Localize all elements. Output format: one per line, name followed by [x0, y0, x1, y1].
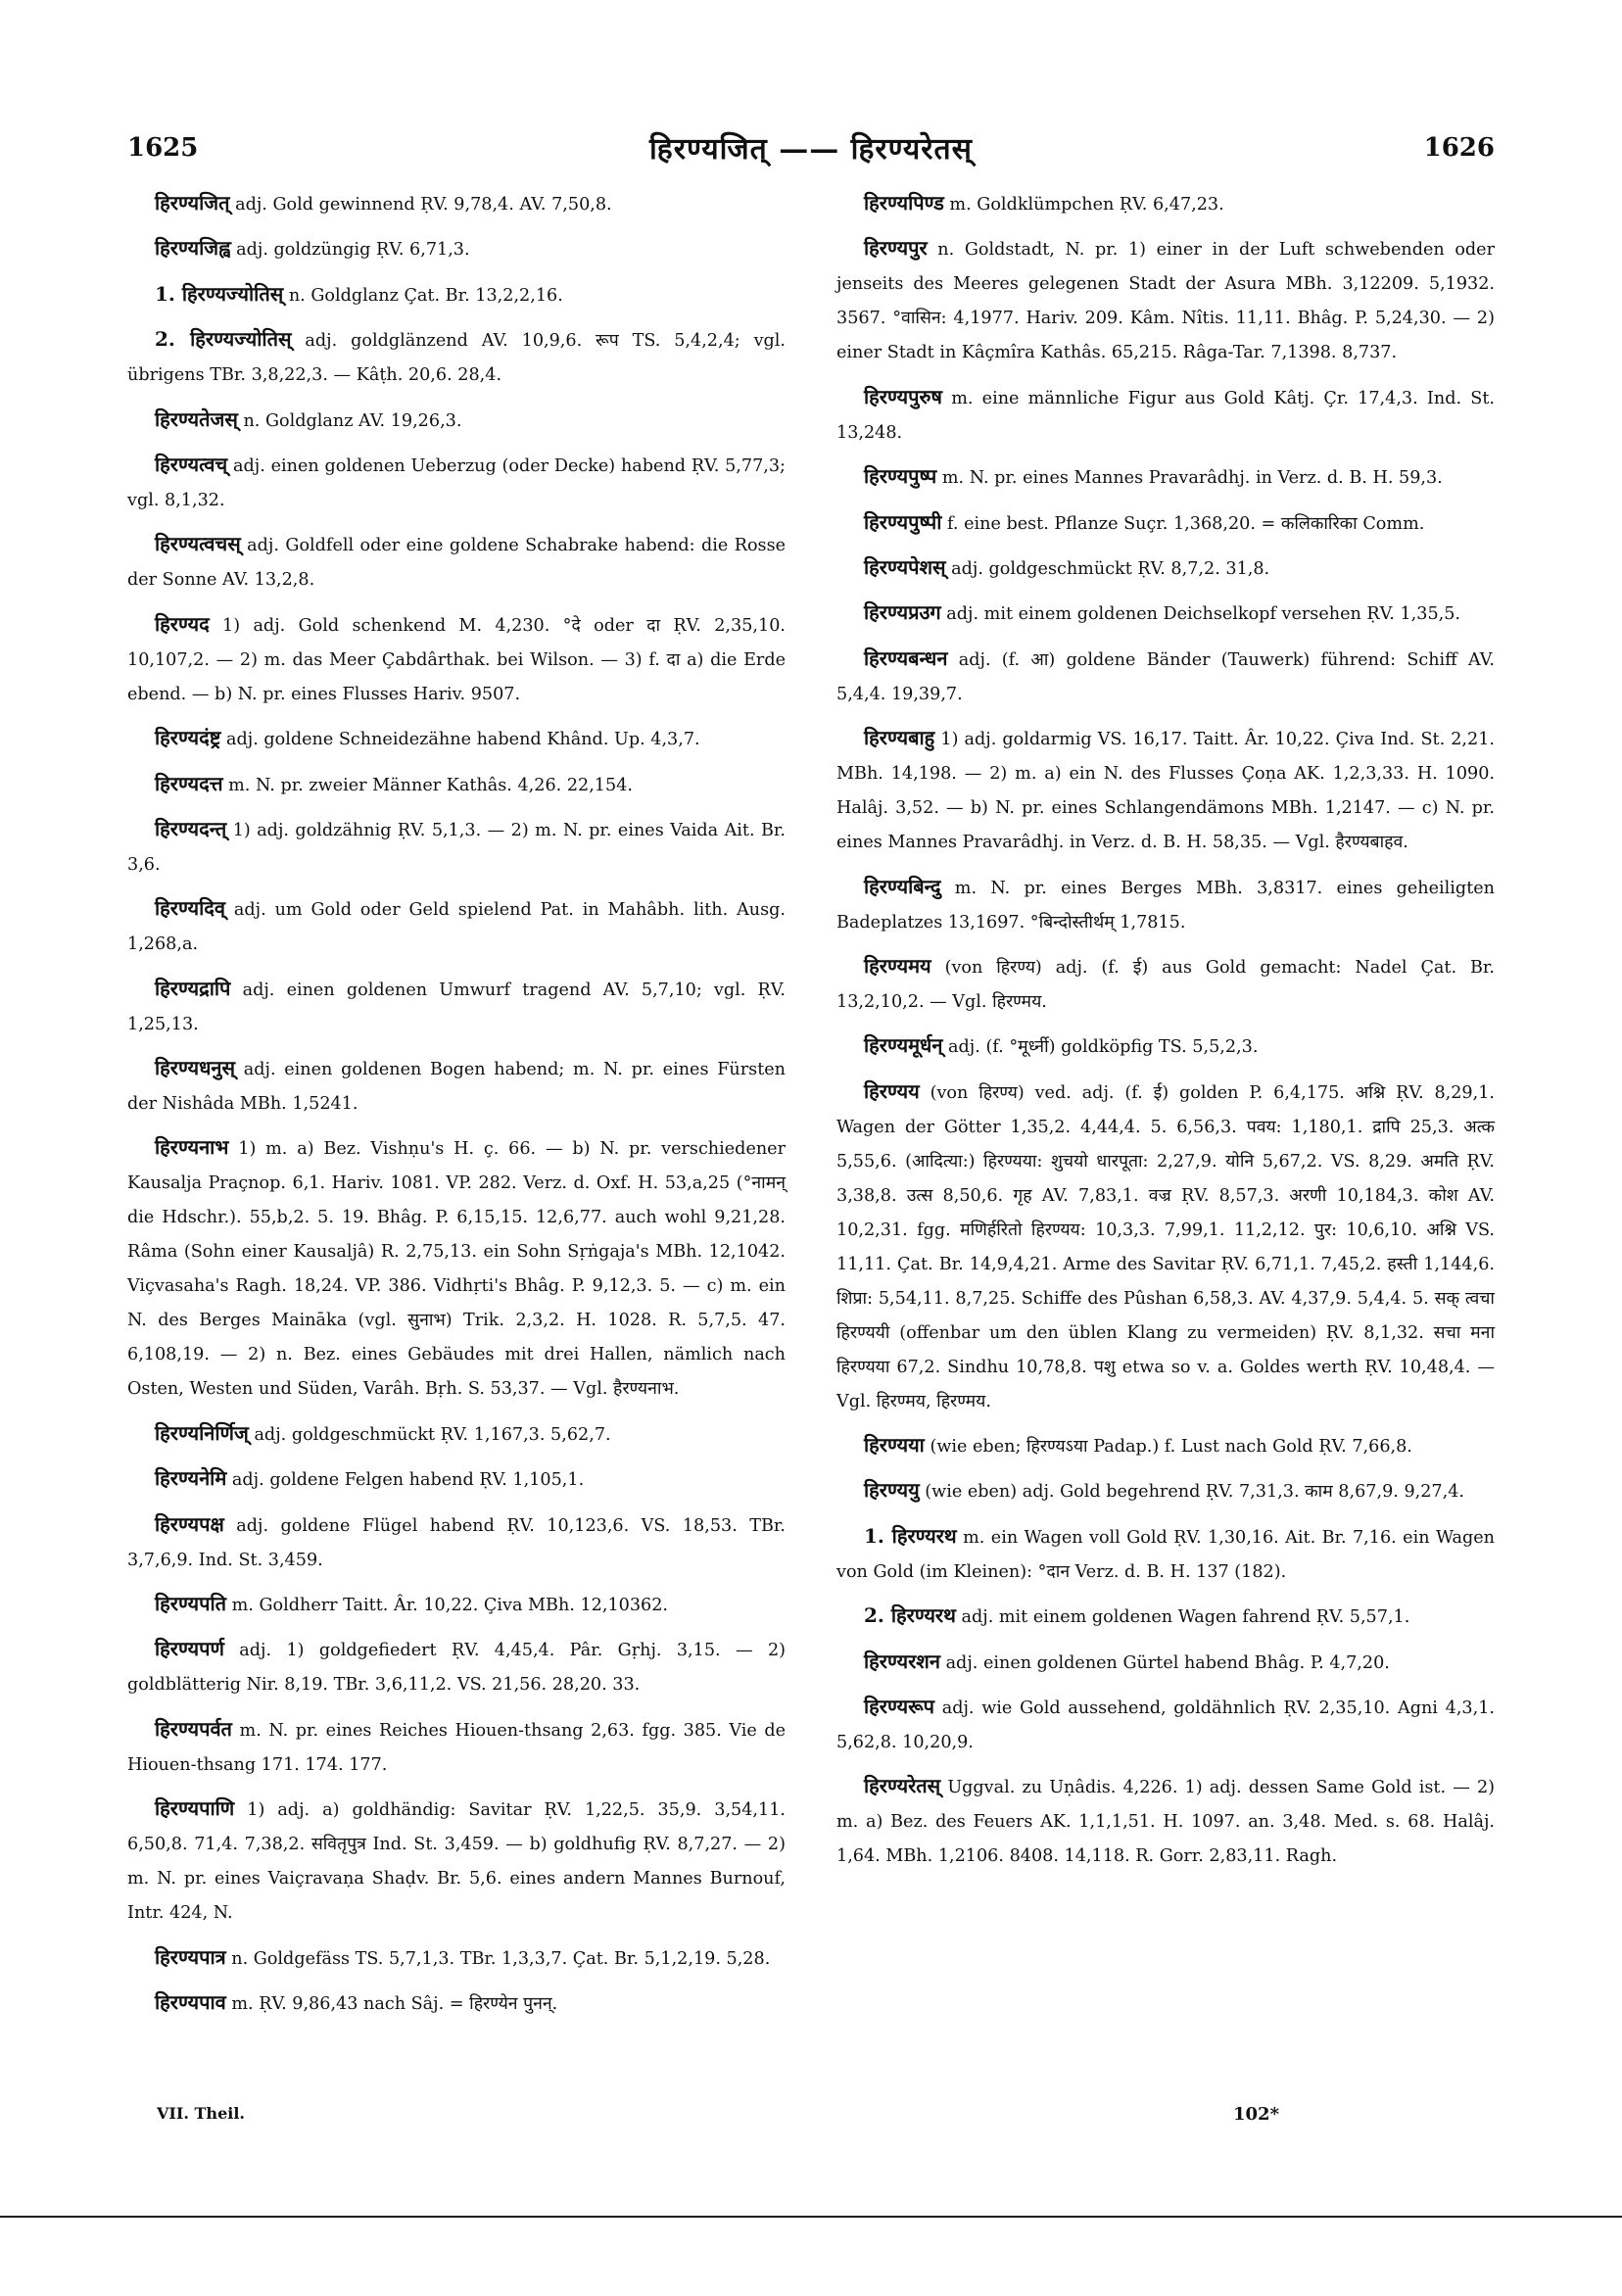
dictionary-entry — [836, 1028, 1495, 1065]
entry-headword: हिरण्यपुष्प — [864, 464, 937, 489]
entry-definition: adj. einen goldenen Gürtel habend Bhâg. P. 4,7,20. — [945, 1652, 1390, 1673]
entry-definition: adj. Goldfell oder eine goldene Schabrake habend: die Rosse der Sonne AV. 13,2,8. — [127, 536, 787, 591]
entry-headword: हिरण्यरूप — [864, 1695, 934, 1719]
entry-definition: m. Goldklümpchen ṚV. 6,47,23. — [949, 195, 1224, 215]
page-header — [127, 125, 1495, 174]
bottom-rule — [0, 2216, 1622, 2218]
dictionary-entry — [127, 1130, 786, 1407]
entry-definition: adj. goldzüngig ṚV. 6,71,3. — [236, 240, 470, 261]
entry-headword: हिरण्यपाव — [155, 1989, 226, 2014]
entry-headword: हिरण्यमूर्धन् — [864, 1033, 943, 1058]
dictionary-entry — [127, 448, 786, 518]
dictionary-entry — [836, 642, 1495, 712]
entry-headword: हिरण्यपक्ष — [155, 1511, 224, 1536]
running-title: हिरण्यजित् —— हिरण्यरेतस् — [649, 132, 973, 167]
entry-headword: हिरण्यबाहु — [864, 726, 935, 750]
dictionary-entry — [127, 812, 786, 883]
entry-headword: हिरण्यदंष्ट्र — [155, 726, 221, 750]
entry-definition: n. Goldgefäss TS. 5,7,1,3. TBr. 1,3,3,7. Çat. Br. 5,1,2,19. 5,28. — [231, 1948, 771, 1969]
entry-definition: (wie eben) adj. Gold begehrend ṚV. 7,31,3. काम 8,67,9. 9,27,4. — [925, 1482, 1465, 1503]
entry-headword: हिरण्यद्रापि — [155, 976, 231, 1000]
entry-definition: f. eine best. Pflanze Suçr. 1,368,20. = कलिकारिका Comm. — [947, 513, 1425, 534]
entry-headword: हिरण्यबिन्दु — [864, 874, 941, 898]
entry-definition: 1) adj. goldarmig VS. 16,17. Taitt. Âr. 10,22. Çiva Ind. St. 2,21. MBh. 14,198. — 2) m. a) ein N. des Flusses Çoṇa AK. 1,2,3,33. H. 1090. Halâj. 3,52. — b) N. pr. eines Schlangendämons MBh. 1,2147. — c) N. pr. eines Mannes Pravarâdhj. in Verz. d. B. H. 58,35. — Vgl. हैरण्यबाहव. — [836, 730, 1495, 853]
entry-definition: adj. mit einem goldenen Wagen fahrend ṚV. 5,57,1. — [961, 1607, 1410, 1628]
entry-headword: हिरण्यपात्र — [155, 1944, 226, 1969]
entry-headword: हिरण्यरशन — [864, 1649, 940, 1673]
entry-definition: Uggval. zu Uṇâdis. 4,226. 1) adj. dessen Same Gold ist. — 2) m. a) Bez. des Feuers AK. 1,1,1,51. H. 1097. an. 3,48. Med. s. 68. Halâj. 1,64. MBh. 1,2106. 8408. 14,118. R. Gorr. 2,83,11. Ragh. — [836, 1778, 1495, 1867]
entry-headword: हिरण्यमय — [864, 953, 931, 978]
entry-headword: हिरण्यया — [864, 1433, 925, 1458]
entry-headword: हिरण्यनेमि — [155, 1466, 227, 1491]
entry-headword: 2. हिरण्यज्योतिस् — [155, 327, 292, 352]
entry-headword: हिरण्यपुष्पी — [864, 509, 942, 534]
dictionary-entry — [836, 1645, 1495, 1681]
dictionary-entry — [127, 767, 786, 803]
entry-definition: 1) adj. goldzähnig ṚV. 5,1,3. — 2) m. N. pr. eines Vaida Ait. Br. 3,6. — [127, 820, 786, 875]
dictionary-entry — [127, 1416, 786, 1453]
dictionary-entry — [836, 231, 1495, 370]
entry-definition: n. Goldstadt, N. pr. 1) einer in der Luft schwebenden oder jenseits des Meeres gelegenen Stadt der Asura MBh. 3,12209. 5,1932. 3567. °वासिन: 4,1977. Hariv. 209. Kâm. Nîtis. 11,11. Bhâg. P. 5,24,30. — 2) einer Stadt in Kâçmîra Kathâs. 65,215. Râga-Tar. 7,1398. 8,737. — [836, 240, 1496, 363]
dictionary-entry — [127, 1940, 786, 1977]
page-number-left: 1625 — [127, 133, 199, 163]
entry-definition: adj. goldene Schneidezähne habend Khând. Up. 4,3,7. — [225, 730, 700, 750]
entry-definition: adj. Gold gewinnend ṚV. 9,78,4. AV. 7,50,8. — [235, 195, 612, 215]
entry-definition: m. ṚV. 9,86,43 nach Sâj. = हिरण्येन पुनन्. — [231, 1993, 558, 2014]
dictionary-entry — [836, 1428, 1495, 1464]
dictionary-entry — [127, 1985, 786, 2022]
dictionary-entry — [127, 231, 786, 267]
dictionary-entry — [127, 1461, 786, 1498]
entry-definition: 1) m. a) Bez. Vishṇu's H. ç. 66. — b) N. pr. verschiedener Kausalja Praçnop. 6,1. Hariv. 1081. VP. 282. Verz. d. Oxf. H. 53,a,25 (°नामन् die Hdschr.). 55,b,2. 5. 19. Bhâg. P. 6,15,15. 12,6,77. auch wohl 9,21,28. Râma (Sohn einer Kausaljâ) R. 2,75,13. ein Sohn Sṛṅgaja's MBh. 12,1042. Viçvasaha's Ragh. 18,24. VP. 386. Vidhṛti's Bhâg. P. 9,12,3. 5. — c) m. ein N. des Berges Maināka (vgl. सुनाभ) Trik. 2,3,2. H. 1028. R. 5,7,5. 47. 6,108,19. — 2) n. Bez. eines Gebäudes mit drei Hallen, nämlich nach Osten, Westen und Süden, Varâh. Bṛh. S. 53,37. — Vgl. हैरण्यनाभ. — [127, 1139, 787, 1400]
dictionary-entry — [836, 721, 1495, 860]
dictionary-entry — [127, 1712, 786, 1783]
volume-label: VII. Theil. — [157, 2104, 245, 2123]
dictionary-entry — [836, 459, 1495, 496]
right-column — [836, 186, 1495, 1884]
dictionary-entry — [836, 1599, 1495, 1635]
entry-definition: m. N. pr. zweier Männer Kathâs. 4,26. 22,154. — [228, 775, 633, 795]
entry-headword: हिरण्यजिह्व — [155, 236, 231, 261]
entry-definition: m. N. pr. eines Reiches Hiouen-thsang 2,63. fgg. 385. Vie de Hiouen-thsang 171. 174. 177. — [127, 1720, 787, 1775]
dictionary-entry — [836, 186, 1495, 222]
entry-headword: हिरण्यतेजस् — [155, 407, 238, 431]
entry-definition: adj. wie Gold aussehend, goldähnlich ṚV. 2,35,10. Agni 4,3,1. 5,62,8. 10,20,9. — [836, 1698, 1496, 1753]
dictionary-entry — [127, 277, 786, 313]
entry-headword: हिरण्यनाभ — [155, 1135, 229, 1160]
dictionary-entry — [836, 380, 1495, 451]
entry-headword: हिरण्यपति — [155, 1592, 227, 1616]
entry-headword: हिरण्यबन्धन — [864, 646, 948, 670]
dictionary-entry — [836, 870, 1495, 940]
entry-definition: adj. goldene Felgen habend ṚV. 1,105,1. — [231, 1470, 585, 1491]
dictionary-entry — [127, 721, 786, 757]
dictionary-entry — [836, 1519, 1495, 1590]
entry-definition: adj. (f. आ) goldene Bänder (Tauwerk) führend: Schiff AV. 5,4,4. 19,39,7. — [836, 649, 1496, 704]
entry-definition: adj. einen goldenen Umwurf tragend AV. 5,7,10; vgl. ṚV. 1,25,13. — [127, 980, 786, 1034]
dictionary-entry — [127, 1632, 786, 1702]
entry-headword: हिरण्यपुरुष — [864, 384, 942, 408]
entry-headword: हिरण्यनिर्णिज् — [155, 1420, 249, 1445]
entry-definition: adj. goldene Flügel habend ṚV. 10,123,6. VS. 18,53. TBr. 3,7,6,9. Ind. St. 3,459. — [127, 1515, 786, 1570]
entry-headword: हिरण्यय — [864, 1078, 920, 1103]
entry-headword: हिरण्यपुर — [864, 236, 928, 261]
dictionary-entry — [127, 1792, 786, 1931]
entry-headword: हिरण्यत्वचस् — [155, 532, 241, 556]
entry-headword: हिरण्यदत्त — [155, 771, 223, 795]
entry-definition: m. eine männliche Figur aus Gold Kâtj. Çr. 17,4,3. Ind. St. 13,248. — [836, 388, 1496, 443]
dictionary-entry — [127, 1051, 786, 1122]
dictionary-entry — [836, 550, 1495, 587]
page-number-right: 1626 — [1423, 133, 1495, 163]
entry-definition: m. N. pr. eines Mannes Pravarâdhj. in Verz. d. B. H. 59,3. — [941, 468, 1443, 489]
entry-headword: हिरण्ययु — [864, 1478, 920, 1503]
entry-definition: m. Goldherr Taitt. Âr. 10,22. Çiva MBh. 12,10362. — [231, 1596, 669, 1616]
entry-headword: हिरण्यद — [155, 611, 210, 636]
entry-definition: adj. einen goldenen Bogen habend; m. N. pr. eines Fürsten der Nishâda MBh. 1,5241. — [127, 1060, 787, 1115]
dictionary-entry — [127, 607, 786, 712]
dictionary-entry — [836, 596, 1495, 632]
dictionary-entry — [836, 949, 1495, 1020]
entry-definition: (von हिरण्य) ved. adj. (f. ई) golden P. 6,4,175. अश्नि ṚV. 8,29,1. Wagen der Götter 1,35,2. 4,44,4. 5. 6,56,3. पवय: 1,180,1. द्रापि 25,3. अत्क 5,55,6. (आदित्या:) हिरण्यया: शुचयो धारपूता: 2,27,9. योनि 5,67,2. VS. 8,29. अमति ṚV. 3,38,8. उत्स 8,50,6. गृह AV. 7,83,1. वज्र ṚV. 8,57,3. अरणी 10,184,3. कोश AV. 10,2,31. fgg. मणिर्हरितो हिरण्यय: 10,3,3. 7,99,1. 11,2,12. पुर: 10,6,10. अश्नि VS. 11,11. Çat. Br. 14,9,4,21. Arme des Savitar ṚV. 6,71,1. 7,45,2. हस्ती 1,144,6. शिप्रा: 5,54,11. 8,7,25. Schiffe des Pûshan 6,58,3. AV. 4,37,9. 5,4,4. 5. सक् त्वचा हिरण्ययी (offenbar um den üblen Klang zu vermeiden) ṚV. 8,1,32. सचा मना हिरण्यया 67,2. Sindhu 10,78,8. पशु etwa so v. a. Goldes werth ṚV. 10,48,4. — Vgl. हिरण्मय, हिरण्मय. — [836, 1082, 1495, 1411]
dictionary-entry — [127, 1507, 786, 1578]
entry-headword: हिरण्यपिण्ड — [864, 191, 944, 215]
entry-definition: (von हिरण्य) adj. (f. ई) aus Gold gemacht: Nadel Çat. Br. 13,2,10,2. — Vgl. हिरण्मय. — [836, 957, 1495, 1012]
entry-headword: हिरण्यदन्त् — [155, 816, 227, 840]
entry-definition: m. ein Wagen voll Gold ṚV. 1,30,16. Ait. Br. 7,16. ein Wagen von Gold (im Kleinen): °दान Verz. d. B. H. 137 (182). — [836, 1527, 1495, 1582]
dictionary-entry — [836, 1769, 1495, 1874]
entry-definition: adj. einen goldenen Ueberzug (oder Decke) habend ṚV. 5,77,3; vgl. 8,1,32. — [127, 455, 786, 510]
left-column — [127, 186, 786, 2031]
signature-mark: 102* — [1233, 2104, 1279, 2125]
entry-definition: adj. (f. °मूर्ध्नी) goldköpfig TS. 5,5,2,3. — [948, 1037, 1259, 1058]
entry-headword: हिरण्यपाणि — [155, 1796, 235, 1821]
entry-definition: 1) adj. a) goldhändig: Savitar ṚV. 1,22,5. 35,9. 3,54,11. 6,50,8. 71,4. 7,38,2. सवितृपुत्र Ind. St. 3,459. — b) goldhufig ṚV. 8,7,27. — 2) m. N. pr. eines Vaiçravaṇa Shaḍv. Br. 5,6. eines andern Mannes Burnouf, Intr. 424, N. — [127, 1800, 786, 1924]
entry-definition: adj. goldgeschmückt ṚV. 8,7,2. 31,8. — [951, 558, 1270, 579]
dictionary-entry — [127, 403, 786, 439]
dictionary-entry — [836, 505, 1495, 542]
entry-headword: हिरण्यपर्ण — [155, 1637, 224, 1661]
dictionary-entry — [836, 1690, 1495, 1760]
entry-definition: n. Goldglanz Çat. Br. 13,2,2,16. — [288, 285, 563, 306]
entry-definition: adj. um Gold oder Geld spielend Pat. in Mahâbh. lith. Ausg. 1,268,a. — [127, 900, 787, 955]
dictionary-entry — [127, 322, 786, 393]
entry-definition: (wie eben; हिरण्यऽया Padap.) f. Lust nach Gold ṚV. 7,66,8. — [930, 1437, 1412, 1458]
dictionary-entry — [127, 972, 786, 1042]
dictionary-entry — [127, 891, 786, 962]
dictionary-entry — [836, 1473, 1495, 1509]
entry-definition: adj. 1) goldgefiedert ṚV. 4,45,4. Pâr. Gṛhj. 3,15. — 2) goldblätterig Nir. 8,19. TBr. 3,6,11,2. VS. 21,56. 28,20. 33. — [127, 1641, 786, 1696]
entry-headword: हिरण्यरेतस् — [864, 1774, 941, 1798]
entry-headword: हिरण्यप्रउग — [864, 600, 941, 625]
entry-headword: 2. हिरण्यरथ — [864, 1603, 956, 1628]
entry-definition: m. N. pr. eines Berges MBh. 3,8317. eines geheiligten Badeplatzes 13,1697. °बिन्दोस्तीर्थम् 1,7815. — [836, 878, 1496, 933]
entry-headword: हिरण्यदिव् — [155, 896, 225, 921]
entry-headword: हिरण्यपेशस् — [864, 554, 946, 579]
dictionary-entry — [836, 1075, 1495, 1419]
entry-headword: 1. हिरण्यरथ — [864, 1523, 957, 1548]
entry-headword: 1. हिरण्यज्योतिस् — [155, 281, 284, 306]
entry-definition: adj. goldglänzend AV. 10,9,6. रूप TS. 5,4,2,4; vgl. übrigens TBr. 3,8,22,3. — Kâṭh. 20,6. 28,4. — [127, 331, 786, 386]
entry-headword: हिरण्यजित् — [155, 191, 230, 215]
entry-definition: n. Goldglanz AV. 19,26,3. — [243, 410, 462, 431]
entry-headword: हिरण्यधनुस् — [155, 1056, 235, 1080]
dictionary-entry — [127, 186, 786, 222]
entry-definition: adj. mit einem goldenen Deichselkopf versehen ṚV. 1,35,5. — [946, 604, 1461, 625]
entry-definition: adj. goldgeschmückt ṚV. 1,167,3. 5,62,7. — [254, 1424, 611, 1445]
entry-headword: हिरण्यत्वच् — [155, 452, 228, 476]
dictionary-entry — [127, 1587, 786, 1623]
entry-definition: 1) adj. Gold schenkend M. 4,230. °दे oder दा ṚV. 2,35,10. 10,107,2. — 2) m. das Meer Çabdârthak. bei Wilson. — 3) f. दा a) die Erde ebend. — b) N. pr. eines Flusses Hariv. 9507. — [127, 615, 786, 704]
dictionary-entry — [127, 527, 786, 598]
entry-headword: हिरण्यपर्वत — [155, 1716, 232, 1741]
